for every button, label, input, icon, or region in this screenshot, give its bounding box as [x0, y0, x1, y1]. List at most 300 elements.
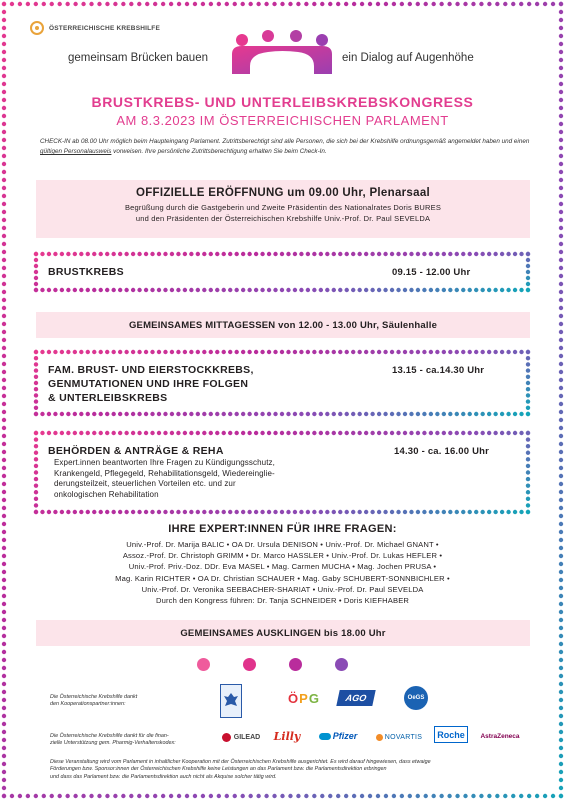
border-dot — [442, 252, 446, 256]
border-dot — [99, 431, 103, 435]
border-dot — [124, 412, 128, 416]
border-dot — [2, 10, 6, 14]
border-dot — [53, 510, 57, 514]
border-dot — [455, 510, 459, 514]
border-dot — [73, 794, 77, 798]
border-dot — [183, 350, 187, 354]
border-dot — [351, 252, 355, 256]
border-dot — [144, 350, 148, 354]
border-dot — [357, 412, 361, 416]
border-dot — [306, 252, 310, 256]
border-dot — [424, 794, 428, 798]
border-dot — [161, 2, 165, 6]
border-dot — [34, 794, 38, 798]
border-dot — [89, 794, 93, 798]
ago-logo — [336, 690, 375, 706]
border-dot — [60, 431, 64, 435]
border-dot — [357, 288, 361, 292]
border-dot — [53, 431, 57, 435]
border-dot — [2, 466, 6, 470]
border-dot — [170, 350, 174, 354]
gilead-logo — [215, 729, 267, 745]
border-dot — [260, 288, 264, 292]
border-dot — [2, 650, 6, 654]
border-dot — [325, 252, 329, 256]
border-dot — [18, 794, 22, 798]
border-dot — [273, 412, 277, 416]
border-dot — [73, 2, 77, 6]
border-dot — [526, 477, 530, 481]
border-dot — [455, 412, 459, 416]
border-dot — [364, 288, 368, 292]
border-dot — [260, 412, 264, 416]
border-dot — [34, 350, 38, 354]
border-dot — [559, 266, 563, 270]
border-dot — [217, 794, 221, 798]
border-dot — [144, 252, 148, 256]
border-dot — [526, 464, 530, 468]
border-dot — [247, 412, 251, 416]
border-dot — [2, 458, 6, 462]
border-dot — [247, 350, 251, 354]
border-dot — [396, 350, 400, 354]
border-dot — [86, 252, 90, 256]
border-dot — [312, 794, 316, 798]
border-dot — [513, 288, 517, 292]
pfizer-logo — [316, 727, 360, 745]
border-dot — [344, 794, 348, 798]
border-dot — [247, 431, 251, 435]
border-dot — [215, 510, 219, 514]
border-dot — [487, 2, 491, 6]
border-dot — [559, 650, 563, 654]
border-dot — [145, 2, 149, 6]
border-dot — [176, 252, 180, 256]
border-dot — [189, 412, 193, 416]
border-dot — [506, 431, 510, 435]
border-dot — [34, 412, 38, 416]
border-dot — [97, 2, 101, 6]
border-dot — [34, 510, 38, 514]
experts-line: Univ.-Prof. Priv.-Doz. DDr. Eva MASEL • Mag. Carmen MUCHA • Mag. Jochen PRUSA • — [128, 562, 437, 572]
border-dot — [463, 2, 467, 6]
border-dot — [2, 498, 6, 502]
border-dot — [352, 794, 356, 798]
border-dot — [105, 350, 109, 354]
border-dot — [99, 412, 103, 416]
border-dot — [150, 350, 154, 354]
border-dot — [559, 370, 563, 374]
border-dot — [424, 2, 428, 6]
border-dot — [254, 252, 258, 256]
border-dot — [519, 2, 523, 6]
border-dot — [370, 431, 374, 435]
border-dot — [519, 350, 523, 354]
border-dot — [370, 252, 374, 256]
border-dot — [442, 350, 446, 354]
border-dot — [34, 252, 38, 256]
border-dot — [34, 288, 38, 292]
border-dot — [163, 350, 167, 354]
border-dot — [559, 282, 563, 286]
border-dot — [189, 431, 193, 435]
border-dot — [241, 431, 245, 435]
border-dot — [448, 252, 452, 256]
border-dot — [209, 412, 213, 416]
border-dot — [137, 794, 141, 798]
border-dot — [526, 393, 530, 397]
border-dot — [254, 412, 258, 416]
border-dot — [150, 252, 154, 256]
border-dot — [559, 258, 563, 262]
border-dot — [448, 510, 452, 514]
experts-line: Durch den Kongress führen: Dr. Tanja SCHNEIDER • Doris KIEFHABER — [155, 596, 410, 606]
border-dot — [559, 418, 563, 422]
border-dot — [254, 288, 258, 292]
border-dot — [280, 794, 284, 798]
border-dot — [113, 2, 117, 6]
border-dot — [118, 412, 122, 416]
border-dot — [312, 412, 316, 416]
border-dot — [390, 431, 394, 435]
border-dot — [215, 412, 219, 416]
border-dot — [2, 346, 6, 350]
border-dot — [111, 350, 115, 354]
border-dot — [299, 252, 303, 256]
border-dot — [201, 2, 205, 6]
border-dot — [409, 252, 413, 256]
border-dot — [306, 288, 310, 292]
border-dot — [58, 794, 62, 798]
border-dot — [150, 288, 154, 292]
border-dot — [267, 288, 271, 292]
border-dot — [196, 431, 200, 435]
border-dot — [559, 658, 563, 662]
border-dot — [368, 794, 372, 798]
border-dot — [118, 252, 122, 256]
border-dot — [559, 402, 563, 406]
border-dot — [26, 2, 30, 6]
border-dot — [2, 674, 6, 678]
border-dot — [487, 288, 491, 292]
border-dot — [47, 252, 51, 256]
border-dot — [559, 210, 563, 214]
border-dot — [189, 288, 193, 292]
border-dot — [559, 410, 563, 414]
border-dot — [2, 18, 6, 22]
border-dot — [129, 2, 133, 6]
border-dot — [332, 431, 336, 435]
border-dot — [480, 412, 484, 416]
border-dot — [364, 350, 368, 354]
border-dot — [559, 274, 563, 278]
border-dot — [2, 370, 6, 374]
border-dot — [383, 510, 387, 514]
border-dot — [34, 457, 38, 461]
border-dot — [209, 510, 213, 514]
border-dot — [286, 252, 290, 256]
border-dot — [47, 288, 51, 292]
border-dot — [559, 674, 563, 678]
border-dot — [196, 288, 200, 292]
border-dot — [118, 288, 122, 292]
border-dot — [559, 186, 563, 190]
border-dot — [2, 778, 6, 782]
border-dot — [86, 412, 90, 416]
border-dot — [455, 252, 459, 256]
border-dot — [105, 794, 109, 798]
border-dot — [559, 314, 563, 318]
border-dot — [137, 252, 141, 256]
border-dot — [344, 2, 348, 6]
border-dot — [2, 138, 6, 142]
border-dot — [429, 510, 433, 514]
border-dot — [312, 431, 316, 435]
border-dot — [137, 431, 141, 435]
border-dot — [468, 288, 472, 292]
border-dot — [286, 350, 290, 354]
border-dot — [559, 474, 563, 478]
border-dot — [209, 431, 213, 435]
disclaimer-line: und dass das Parlament bzw. die Parlamentsdirektion auch nicht als Akquise solcher tätig wird. — [50, 773, 277, 780]
border-dot — [431, 794, 435, 798]
border-dot — [422, 288, 426, 292]
border-dot — [559, 754, 563, 758]
border-dot — [2, 506, 6, 510]
border-dot — [487, 412, 491, 416]
border-dot — [448, 412, 452, 416]
border-dot — [2, 362, 6, 366]
border-dot — [296, 794, 300, 798]
border-dot — [559, 386, 563, 390]
border-dot — [370, 350, 374, 354]
disclaimer-line: Förderungen bzw. Sponsor:innen der Österreichischen Krebshilfe keine Leistungen an das Parlament bzw. die Parlamentsdirektion erbringen — [50, 766, 387, 773]
border-dot — [157, 412, 161, 416]
gilead-label: GILEAD — [233, 733, 261, 741]
border-dot — [471, 2, 475, 6]
border-dot — [157, 510, 161, 514]
border-dot — [487, 252, 491, 256]
checkin-text-underlined: gültigen Personalausweis — [40, 148, 112, 155]
experts-line: Univ.-Prof. Dr. Marija BALIC • OA Dr. Ursula DENISON • Univ.-Prof. Dr. Michael GNANT • — [126, 540, 439, 549]
border-dot — [559, 666, 563, 670]
experts-line: Mag. Karin RICHTER • OA Dr. Christian SCHAUER • Mag. Gaby SCHUBERT-SONNBICHLER • — [115, 573, 450, 583]
border-dot — [325, 431, 329, 435]
border-dot — [559, 130, 563, 134]
border-dot — [92, 510, 96, 514]
border-dot — [463, 794, 467, 798]
border-dot — [377, 288, 381, 292]
border-dot — [376, 794, 380, 798]
border-dot — [403, 412, 407, 416]
border-dot — [519, 794, 523, 798]
border-dot — [370, 288, 374, 292]
border-dot — [559, 706, 563, 710]
border-dot — [118, 510, 122, 514]
border-dot — [53, 252, 57, 256]
border-dot — [559, 466, 563, 470]
krebshilfe-logo-icon — [30, 21, 44, 35]
bridge-people-icon — [228, 30, 336, 76]
border-dot — [34, 276, 38, 280]
border-dot — [559, 682, 563, 686]
border-dot — [422, 252, 426, 256]
border-dot — [2, 658, 6, 662]
border-dot — [493, 288, 497, 292]
border-dot — [2, 258, 6, 262]
border-dot — [500, 412, 504, 416]
border-dot — [131, 510, 135, 514]
border-dot — [170, 510, 174, 514]
border-dot — [131, 350, 135, 354]
border-dot — [105, 412, 109, 416]
border-dot — [559, 778, 563, 782]
border-dot — [320, 794, 324, 798]
border-dot — [2, 634, 6, 638]
closing-text: GEMEINSAMES AUSKLINGEN bis 18.00 Uhr — [180, 628, 386, 639]
border-dot — [2, 410, 6, 414]
border-dot — [105, 252, 109, 256]
border-dot — [559, 354, 563, 358]
border-dot — [2, 242, 6, 246]
border-dot — [526, 406, 530, 410]
border-dot — [260, 252, 264, 256]
border-dot — [513, 350, 517, 354]
border-dot — [338, 431, 342, 435]
oegs-logo — [404, 686, 428, 710]
border-dot — [196, 252, 200, 256]
border-dot — [2, 666, 6, 670]
border-dot — [468, 350, 472, 354]
border-dot — [559, 162, 563, 166]
border-dot — [409, 510, 413, 514]
border-dot — [325, 412, 329, 416]
disclaimer-line: Diese Veranstaltung wird vom Parlament in inhaltlicher Kooperation mit der Österreichischen Krebshilfe ausgerichtet. Es wird darauf hingewiesen, dass etwaige — [50, 759, 431, 765]
border-dot — [559, 642, 563, 646]
border-dot — [400, 794, 404, 798]
border-dot — [2, 682, 6, 686]
border-dot — [2, 482, 6, 486]
border-dot — [559, 290, 563, 294]
border-dot — [299, 510, 303, 514]
border-dot — [551, 2, 555, 6]
border-dot — [526, 258, 530, 262]
color-dot — [335, 658, 348, 671]
border-dot — [559, 138, 563, 142]
border-dot — [86, 510, 90, 514]
border-dot — [396, 431, 400, 435]
border-dot — [345, 431, 349, 435]
border-dot — [183, 412, 187, 416]
gilead-mark-icon — [222, 733, 231, 742]
border-dot — [500, 510, 504, 514]
border-dot — [202, 288, 206, 292]
border-dot — [429, 350, 433, 354]
border-dot — [535, 2, 539, 6]
border-dot — [228, 252, 232, 256]
border-dot — [111, 288, 115, 292]
border-dot — [559, 730, 563, 734]
border-dot — [543, 794, 547, 798]
border-dot — [519, 252, 523, 256]
border-dot — [559, 42, 563, 46]
border-dot — [34, 356, 38, 360]
desc-line: Krankengeld, Pflegegeld, Rehabilitationsgeld, Wiedereinglie- — [54, 468, 275, 478]
tagline-left: gemeinsam Brücken bauen — [68, 52, 208, 64]
border-dot — [2, 130, 6, 134]
border-dot — [559, 762, 563, 766]
border-dot — [228, 288, 232, 292]
border-dot — [2, 610, 6, 614]
border-dot — [2, 746, 6, 750]
border-dot — [196, 510, 200, 514]
opening-line-1: Begrüßung durch die Gastgeberin und Zweite Präsidentin des Nationalrates Doris BURES — [124, 203, 442, 212]
border-dot — [474, 288, 478, 292]
border-dot — [2, 626, 6, 630]
border-dot — [559, 690, 563, 694]
desc-line: Expert.innen beantworten Ihre Fragen zu Kündigungsschutz, — [54, 458, 275, 467]
border-dot — [332, 412, 336, 416]
border-dot — [34, 399, 38, 403]
border-dot — [34, 477, 38, 481]
border-dot — [2, 66, 6, 70]
border-dot — [267, 431, 271, 435]
border-dot — [500, 431, 504, 435]
border-dot — [280, 2, 284, 6]
border-dot — [416, 794, 420, 798]
border-dot — [34, 444, 38, 448]
oegs-label: OeGS — [407, 695, 425, 701]
border-dot — [222, 288, 226, 292]
border-dot — [306, 412, 310, 416]
border-dot — [559, 482, 563, 486]
border-dot — [2, 314, 6, 318]
border-dot — [338, 350, 342, 354]
border-dot — [92, 412, 96, 416]
border-dot — [299, 288, 303, 292]
border-dot — [60, 412, 64, 416]
border-dot — [280, 510, 284, 514]
border-dot — [58, 2, 62, 6]
border-dot — [247, 288, 251, 292]
border-dot — [34, 381, 38, 385]
border-dot — [377, 252, 381, 256]
border-dot — [241, 350, 245, 354]
color-dot — [243, 658, 256, 671]
border-dot — [559, 202, 563, 206]
border-dot — [487, 794, 491, 798]
border-dot — [137, 288, 141, 292]
border-dot — [34, 368, 38, 372]
border-dot — [234, 510, 238, 514]
border-dot — [559, 506, 563, 510]
border-dot — [113, 794, 117, 798]
border-dot — [111, 510, 115, 514]
checkin-text-a: CHECK-IN ab 08.00 Uhr möglich beim Haupteingang Parlament. Zutrittsberechtigt sind alle Personen, die sich bei der Krebshilfe ordnungsgemäß angemeldet haben und einen — [40, 138, 530, 145]
border-dot — [559, 514, 563, 518]
border-dot — [280, 252, 284, 256]
border-dot — [2, 58, 6, 62]
border-dot — [42, 794, 46, 798]
border-dot — [202, 252, 206, 256]
border-dot — [247, 252, 251, 256]
border-dot — [526, 375, 530, 379]
border-dot — [18, 2, 22, 6]
border-dot — [201, 794, 205, 798]
border-dot — [442, 510, 446, 514]
border-dot — [461, 350, 465, 354]
border-dot — [215, 431, 219, 435]
